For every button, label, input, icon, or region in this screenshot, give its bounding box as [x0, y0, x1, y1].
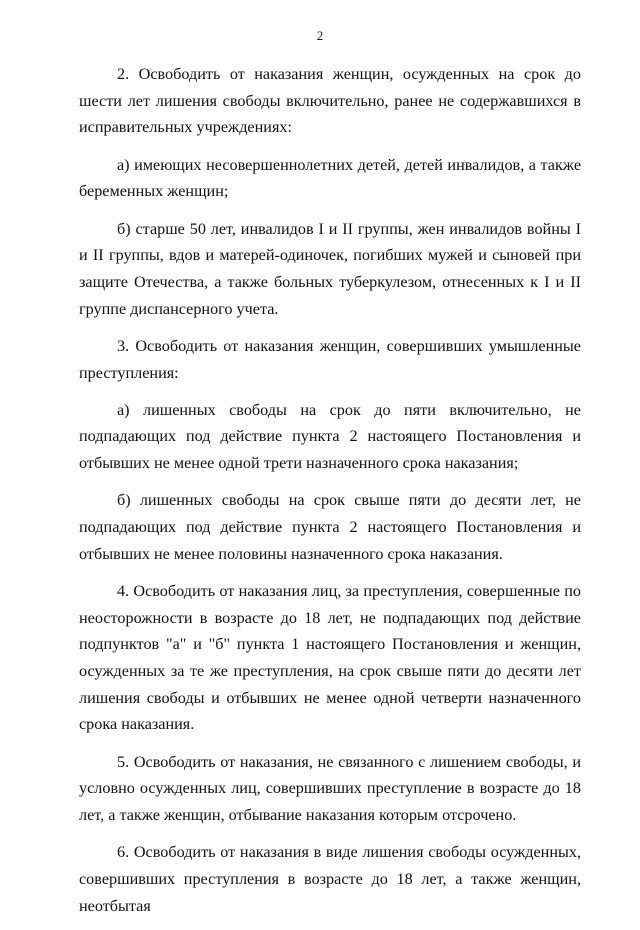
paragraph-6: 6. Освободить от наказания в виде лишения свободы осужденных, совершивших преступления в возрасте до 18 лет, а также женщин, неотбытая: [79, 843, 581, 915]
paragraph-4: 4. Освободить от наказания лиц, за преступления, совершенные по неосторожности в возрасте до 18 лет, не подпадающих под действие подпунктов "а" и "б" пункта 1 настоящего Постановления и женщин, осужденных за те же преступления, на срок свыше пяти до десяти лет лишения свободы и отбывших не менее одной четверти назначенного срока наказания.: [79, 581, 581, 734]
paragraph-3b: б) лишенных свободы на срок свыше пяти до десяти лет, не подпадающих под действие пункта 2 настоящего Постановления и отбывших не менее половины назначенного срока наказания.: [79, 491, 581, 563]
paragraph-3a: а) лишенных свободы на срок до пяти включительно, не подпадающих под действие пункта 2 настоящего Постановления и отбывших не менее одной трети назначенного срока наказания;: [79, 400, 581, 473]
paragraph-5: 5. Освободить от наказания, не связанного с лишением свободы, и условно осужденных лиц, совершивших преступление в возрасте до 18 лет, а также женщин, отбывание наказания которым отсрочено.: [79, 752, 581, 825]
paragraph-2: 2. Освободить от наказания женщин, осужденных на срок до шести лет лишения свободы включительно, ранее не содержавшихся в исправительных учреждениях:: [79, 65, 581, 137]
paragraph-2b: б) старше 50 лет, инвалидов I и II группы, жен инвалидов войны I и II группы, вдов и матерей-одиночек, погибших мужей и сыновей при защите Отечества, а также больных туберкулезом, отнесенных к I и II группе диспансерного учета.: [79, 219, 581, 318]
page-number: 2: [316, 28, 324, 43]
paragraph-2a: а) имеющих несовершеннолетних детей, детей инвалидов, а также беременных женщин;: [79, 155, 581, 201]
paragraph-3: 3. Освободить от наказания женщин, совершивших умышленные преступления:: [79, 336, 581, 382]
document-body: [79, 61, 581, 930]
